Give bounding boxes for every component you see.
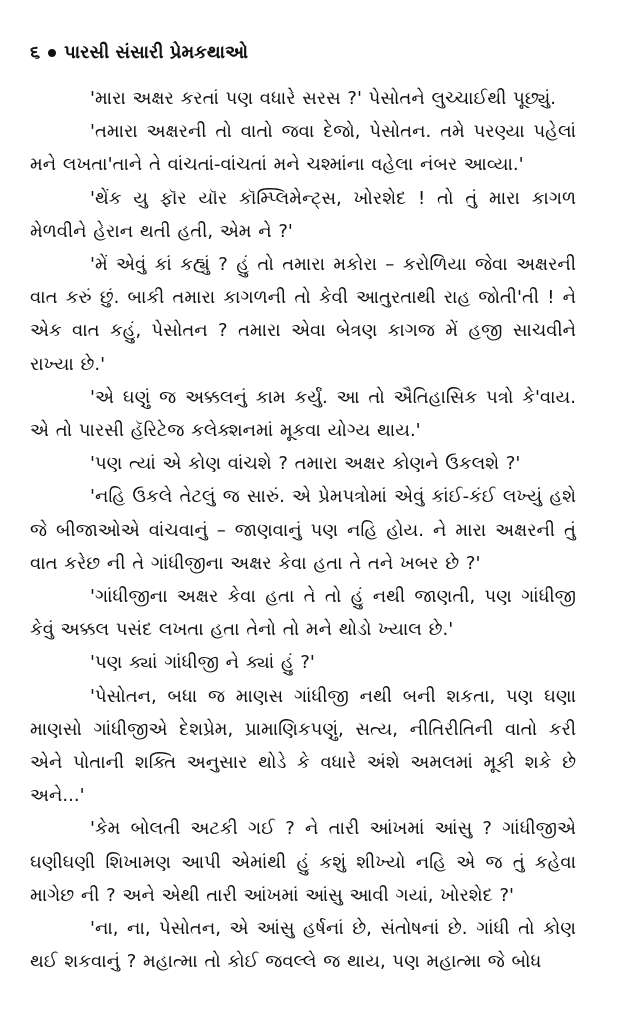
paragraph: 'પણ ત્યાં એ કોણ વાંચશે ? તમારા અક્ષર કોણને ઉકલશે ?' (90, 453, 521, 475)
paragraph: 'તમારા અક્ષરની તો વાતો જવા દેજો, પેસોતન. તમે પરણ્યા પહેલાં મને લખતા'તાને તે વાંચતાં-વાંચતાં મને ચશ્માંના વહેલા નંબર આવ્યા.' (30, 121, 576, 176)
paragraph: 'ગાંધીજીના અક્ષર કેવા હતા તે તો હું નથી જાણતી, પણ ગાંધીજી કેવું અક્કલ પસંદ લખતા હતા તેનો તો મને થોડો ખ્યાલ છે.' (30, 586, 576, 641)
paragraph: 'ના, ના, પેસોતન, એ આંસુ હર્ષનાં છે, સંતોષનાં છે. ગાંધી તો કોણ થઈ શકવાનું ? મહાત્મા તો કોઈ જવલ્લે જ થાય, પણ મહાત્મા જે બોધ (30, 918, 576, 973)
paragraph: 'થેંક યુ ફૉર યૉર કૉમ્પ્લિમેન્ટ્સ, ખોરશેદ ! તો તું મારા કાગળ મેળવીને હેરાન થતી હતી, એમ ને ?' (30, 187, 576, 242)
paragraph: 'મેં એવું કાં કહ્યું ? હું તો તમારા મકોરા – કરોળિયા જેવા અક્ષરની વાત કરું છું. બાકી તમારા કાગળની તો કેવી આતુરતાથી રાહ જોતી'તી ! ને એક વાત કહું, પેસોતન ? તમારા એવા બેત્રણ કાગજ મેં હજી સાચવીને રાખ્યા છે.' (30, 254, 576, 375)
page-body (30, 82, 576, 978)
paragraph: 'મારા અક્ષર કરતાં પણ વધારે સરસ ?' પેસોતને લુચ્ચાઈથી પૂછ્યું. (90, 88, 557, 109)
bullet-icon (48, 49, 56, 57)
running-header (30, 36, 576, 70)
paragraph: 'એ ઘણું જ અક્કલનું કામ કર્યું. આ તો ઐતિહાસિક પત્રો કે'વાય. એ તો પારસી હૅરિટેજ કલેક્શનમાં મૂકવા યોગ્ય થાય.' (30, 386, 576, 442)
paragraph: 'કેમ બોલતી અટકી ગઈ ? ને તારી આંખમાં આંસુ ? ગાંધીજીએ ઘણીઘણી શિખામણ આપી એમાંથી હું કશું શીખ્યો નહિ એ જ તું કહેવા માગેછ ની ? અને એથી તારી આંખમાં આંસુ આવી ગયાં, ખોરશેદ ?' (30, 818, 576, 906)
book-title: પારસી સંસારી પ્રેમકથાઓ (64, 42, 248, 63)
page-number: ૬ (30, 42, 41, 63)
paragraph: 'પણ ક્યાં ગાંધીજી ને ક્યાં હું ?' (90, 652, 315, 674)
paragraph: 'પેસોતન, બધા જ માણસ ગાંધીજી નથી બની શકતા, પણ ઘણા માણસો ગાંધીજીએ દેશપ્રેમ, પ્રામાણિકપણું, સત્ય, નીતિરીતિની વાતો કરી એને પોતાની શક્તિ અનુસાર થોડે કે વધારે અંશે અમલમાં મૂકી શકે છે અને...' (30, 685, 576, 807)
paragraph: 'નહિ ઉકલે તેટલું જ સારું. એ પ્રેમપત્રોમાં એવું કાંઈ-કંઈ લખ્યું હશે જે બીજાઓએ વાંચવાનું – જાણવાનું પણ નહિ હોય. ને મારા અક્ષરની તું વાત કરેછ ની તે ગાંધીજીના અક્ષર કેવા હતા તે તને ખબર છે ?' (30, 486, 576, 574)
